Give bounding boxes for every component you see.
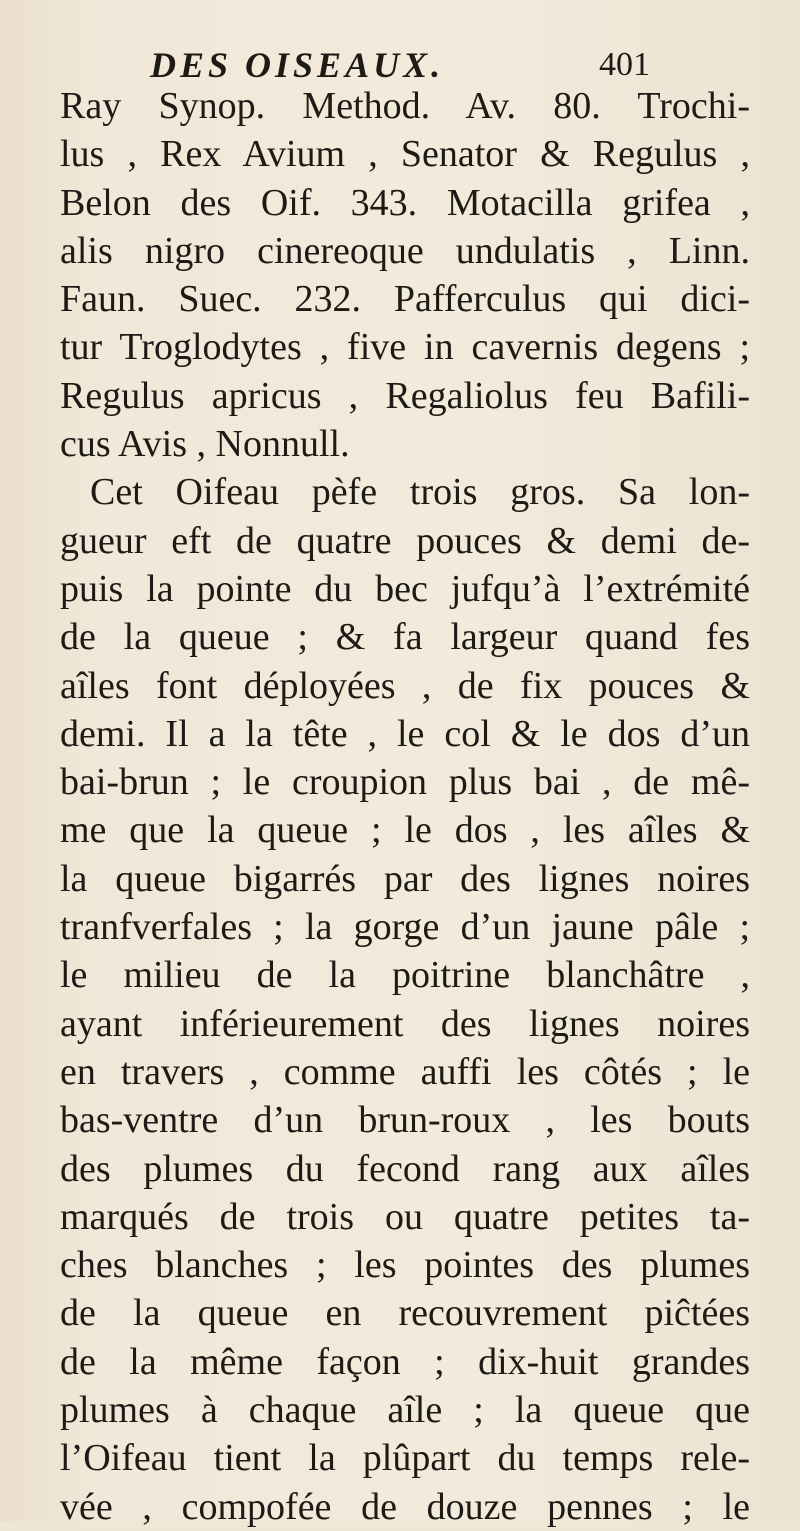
text-line: des plumes du fecond rang aux aîles	[60, 1147, 750, 1190]
text-line: de la même façon ; dix-huit grandes	[60, 1340, 750, 1383]
text-line: bas-ventre d’un brun-roux , les bouts	[60, 1099, 750, 1142]
text-line: l’Oifeau tient la plûpart du temps rele-	[60, 1437, 750, 1480]
text-line: tranfverfales ; la gorge d’un jaune pâle ;	[60, 906, 750, 949]
text-line: Faun. Suec. 232. Pafferculus qui dici-	[60, 278, 750, 321]
text-line: me que la queue ; le dos , les aîles &	[60, 809, 750, 852]
page-number: 401	[599, 46, 650, 83]
text-line: en travers , comme auffi les côtés ; le	[60, 1050, 750, 1093]
text-line: lus , Rex Avium , Senator & Regulus ,	[60, 133, 750, 176]
text-line: ches blanches ; les pointes des plumes	[60, 1244, 750, 1287]
text-line: vée , compofée de douze pennes ; le	[60, 1485, 750, 1528]
text-line: Ray Synop. Method. Av. 80. Trochi-	[60, 85, 750, 127]
text-line: Belon des Oif. 343. Motacilla grifea ,	[60, 181, 750, 224]
text-line: demi. Il a la tête , le col & le dos d’un	[60, 712, 750, 755]
text-line: bai-brun ; le croupion plus bai , de mê-	[60, 761, 750, 804]
text-line: plumes à chaque aîle ; la queue que	[60, 1389, 750, 1432]
text-line: cus Avis , Nonnull.	[60, 423, 350, 466]
text-line: marqués de trois ou quatre petites ta-	[60, 1195, 750, 1238]
text-line: alis nigro cinereoque undulatis , Linn.	[60, 229, 750, 272]
running-title: DES OISEAUX.	[150, 45, 445, 85]
text-line: gueur eft de quatre pouces & demi de-	[60, 519, 750, 562]
text-line: de la queue ; & fa largeur quand fes	[60, 616, 750, 659]
body-text	[60, 82, 750, 1531]
text-line: de la queue en recouvrement piĉtées	[60, 1292, 750, 1335]
text-line: le milieu de la poitrine blanchâtre ,	[60, 954, 750, 997]
text-line: tur Troglodytes , five in cavernis degens ;	[60, 326, 750, 369]
text-line: aîles font déployées , de fix pouces &	[60, 664, 750, 707]
text-line: Cet Oifeau pèfe trois gros. Sa lon-	[90, 471, 750, 514]
text-line: Regulus apricus , Regaliolus feu Bafili-	[60, 374, 750, 417]
text-line: la queue bigarrés par des lignes noires	[60, 857, 750, 900]
text-line: ayant inférieurement des lignes noires	[60, 1002, 750, 1045]
text-line: puis la pointe du bec jufqu’à l’extrémité	[60, 567, 750, 610]
